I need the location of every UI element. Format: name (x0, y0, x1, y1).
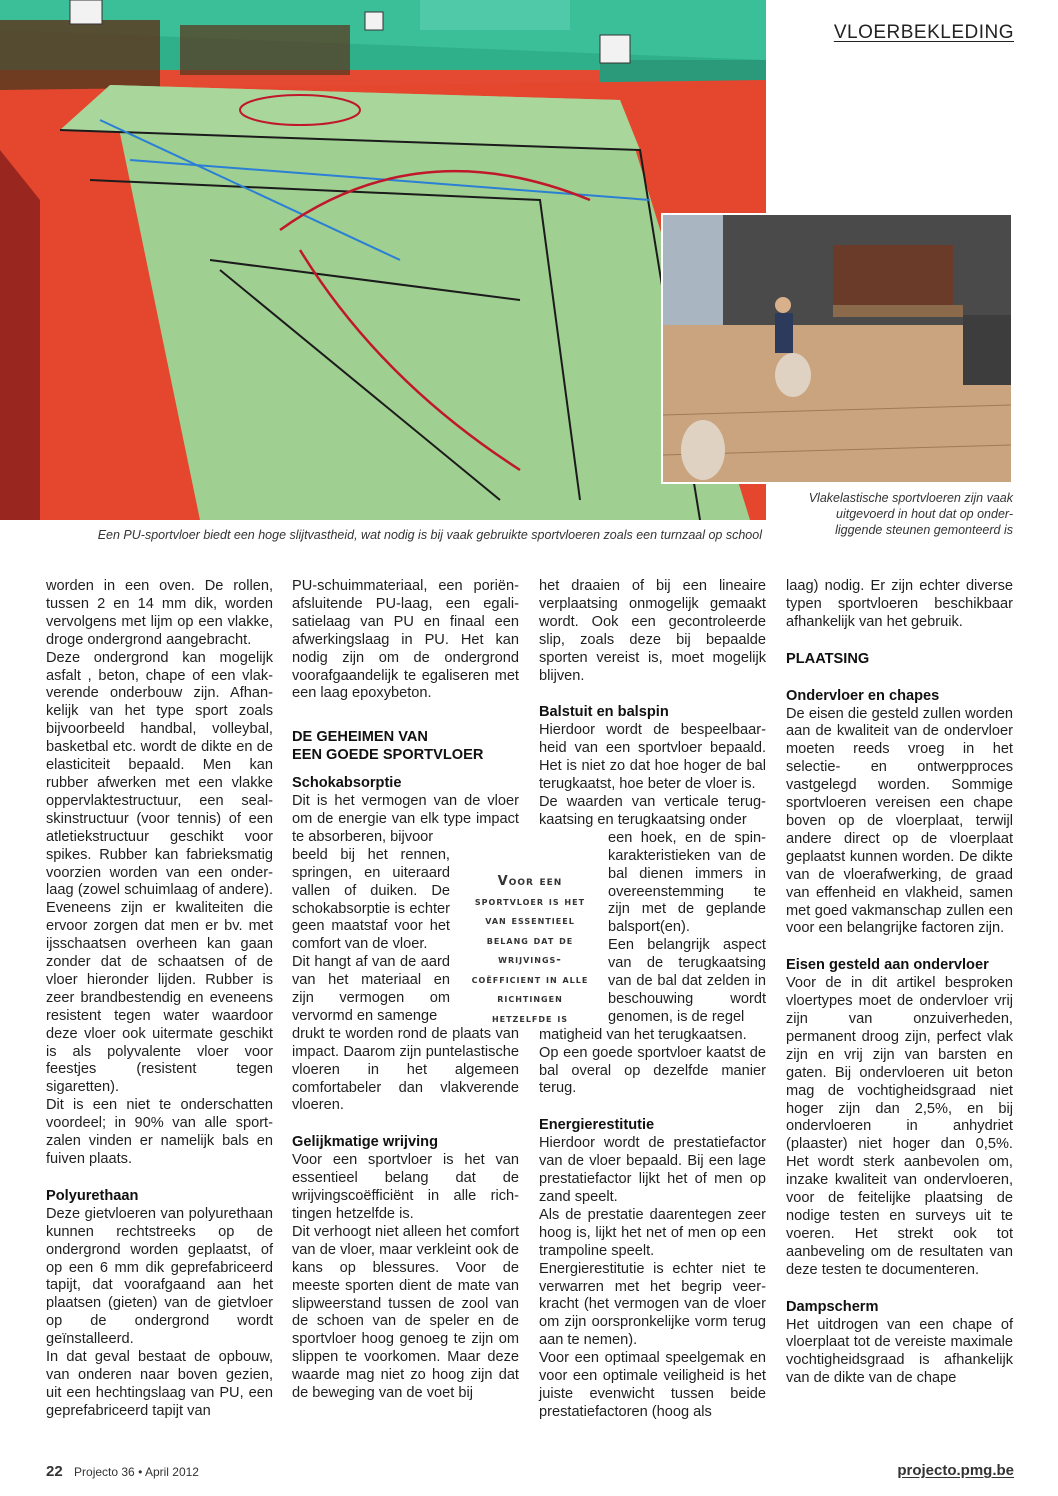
paragraph: drukt te worden rond de plaats van impact. Daarom zijn puntelastische vloeren in het algemeen comfortabeler dan vlakverende vloeren. (292, 1025, 519, 1114)
section-heading-line: DE GEHEIMEN VAN (292, 729, 428, 746)
inset-caption-line: uitgevoerd in hout dat op onder- (836, 507, 1013, 521)
paragraph: Hierdoor wordt de bespeelbaarheid van een sportvloer bepaald. Het is niet zo dat hoe hoger de bal terugkaatst, hoe beter de vloer is. (539, 722, 766, 793)
paragraph: Dit hangt af van de aard van het materiaal en zijn vermogen om vervormd en samenge (292, 954, 450, 1024)
paragraph: Energierestitutie is echter niet te verwarren met het begrip veerkracht (het vermogen van de vloer om zijn oorspronkelijke vorm terug aan te nemen). (539, 1260, 766, 1349)
paragraph: een hoek, en de spinkarakteristieken van de bal dienen immers in overeenstemming te zijn met de geplande balsport(en). (608, 829, 766, 936)
floor-installation-illustration (663, 215, 1011, 482)
subheading-ondervloer: Ondervloer en chapes (786, 687, 940, 704)
paragraph: De eisen die gesteld zullen worden aan de kwaliteit van de ondervloer moeten reeds vroeg in het selectie- en ontwerpproces vastgelegd worden. Sommige sportvloeren vereisen een chape boven op de vloerplaat, terwijl andere direct op de vloerplaat geplaatst kunnen worden. De dikte van de vloerafwerking, de graad van effenheid en vlakheid, samen met goed vakmanschap zullen een voor een belangrijke factoren zijn. (786, 705, 1013, 937)
paragraph: Deze ondergrond kan mogelijk asfalt , beton, chape of een vlakverende onderbouw zijn. Afhankelijk van het type sport zoals bijvoorbeeld handbal, volleybal, basketbal etc. wordt de dikte en de elasticiteit bepaald. Men kan rubber afwerken met een vlakke oppervlaktestructuur, een sealskinstructuur (voor tennis) of een atletiekstructuur geschikt voor spikes. Rubber kan fabrieksmatig voorzien worden van een onderlaag (zowel schuimlaag of andere). Eveneens zijn er kwaliteiten die ervoor zorgen dat men er bv. met ijsschaatsen overheen kan gaan zonder dat de schaatsen of de vloer hieronder lijden. Rubber is zeer brandbestendig en eveneens resistent tegen water waardoor deze vloer ook uitermate geschikt is als polyvalente vloer voor feestjes (resistent tegen sigaretten). (46, 649, 273, 1096)
hero-caption: Een PU-sportvloer biedt een hoge slijtvastheid, wat nodig is bij vaak gebruikte sportvloeren zoals een turnzaal op school (97, 528, 762, 542)
pull-quote-line: belang dat de (486, 933, 574, 947)
pull-quote-line: richtingen (497, 992, 563, 1005)
subheading-energierestitutie: Energierestitutie (539, 1117, 655, 1134)
pull-quote-line: coëfficient in alle (471, 972, 589, 986)
paragraph: laag) nodig. Er zijn echter diverse typen sportvloeren beschikbaar afhankelijk van het gebruik. (786, 578, 1013, 630)
paragraph: Het uitdrogen van een chape of vloerplaat tot de vereiste maximale vochtigheidsgraad is afhankelijk van de dikte van de chape (786, 1316, 1013, 1387)
paragraph: Dit is het vermogen van de vloer om de energie van elk type impact te absorberen, bijvoor (292, 793, 519, 845)
pull-quote-line: Voor een (497, 874, 563, 889)
subheading-balstuit: Balstuit en balspin (539, 704, 669, 721)
paragraph: PU-schuimmateriaal, een poriënafsluitende PU-laag, een egalisatielaag van PU en finaal een afwerkingslaag in PU. Het kan nodig zijn om de ondergrond voorafgaandelijk te egaliseren met een laag epoxybeton. (292, 578, 519, 702)
section-tag: VLOERBEKLEDING (833, 22, 1014, 43)
section-heading-line: EEN GOEDE SPORTVLOER (292, 747, 484, 764)
pull-quote-line: hetzelfde is (491, 1011, 569, 1025)
pull-quote-line: van essentieel (485, 914, 575, 927)
footer-site-link[interactable]: projecto.pmg.be (897, 1462, 1014, 1479)
paragraph: Dit is een niet te onderschatten voordeel; in 90% van alle sportzalen vinden er namelijk bals en fuiven plaats. (46, 1097, 273, 1167)
paragraph: Op een goede sportvloer kaatst de bal overal op dezelfde manier terug. (539, 1044, 766, 1097)
paragraph: In dat geval bestaat de opbouw, van onderen naar boven gezien, uit een hechtingslaag van PU, een geprefabriceerd tapijt van (46, 1349, 273, 1419)
footer-issue (46, 1463, 199, 1480)
inset-caption-line: Vlakelastische sportvloeren zijn vaak (808, 491, 1013, 505)
paragraph: Voor een sportvloer is het van essentieel belang dat de wrijvingscoëfficiënt in alle richtingen hetzelfde is. (292, 1152, 519, 1222)
paragraph: Voor de in dit artikel besproken vloertypes moet de ondervloer vrij zijn van onzuiverheden, permanent droog zijn, perfect vlak zijn en vrij zijn van barsten en gaten. Bij ondervloeren uit beton mag de vochtigheidsgraad niet hoger zijn dan 2,5%, en bij ondervloeren in anhydriet (plaaster) niet hoger dan 0,5%. Het wordt sterk aanbevolen om, inzake kwaliteit van ondervloeren, voor de feitelijke plaatsing de nodige testen en surveys uit te voeren. Het strekt ook tot aanbeveling om de resultaten van deze testen te documenteren. (786, 975, 1013, 1278)
sports-hall-illustration (0, 0, 766, 520)
heading-plaatsing: PLAATSING (786, 650, 870, 667)
paragraph: beeld bij het rennen, springen, en uiteraard vallen of duiken. De schokabsorptie is echter geen maatstaf voor het comfort van de vloer. (292, 846, 450, 953)
subheading-wrijving: Gelijkmatige wrijving (292, 1134, 438, 1151)
inset-caption-line: liggende steunen gemonteerd is (835, 523, 1013, 537)
paragraph: Deze gietvloeren van polyurethaan kunnen rechtstreeks op de ondergrond worden geplaatst, of op een 6 mm dik geprefabriceerd tapijt, dat voorafgaand aan het plaatsen (gieten) van de gietvloer op de ondergrond wordt geïnstalleerd. (46, 1205, 273, 1348)
issue-label: Projecto 36 • April 2012 (74, 1465, 199, 1479)
inset-photo (661, 213, 1013, 484)
column-1 (46, 578, 273, 1421)
subheading-eisen: Eisen gesteld aan ondervloer (786, 957, 989, 974)
paragraph: Voor een optimaal speelgemak en voor een optimale veiligheid is het juiste evenwicht tussen beide prestatiefactoren (hoog als (539, 1350, 766, 1420)
inset-caption (770, 490, 1013, 538)
column-3 (539, 578, 766, 1422)
paragraph: Dit verhoogt niet alleen het comfort van de vloer, maar verkleint ook de kans op blessures. Voor de meeste sporten dient de mate van slipweerstand tussen de zool van de schoen van de speler en de sportvloer hoog genoeg te zijn om slippen te voorkomen. Maar deze waarde mag niet zo hoog zijn dat de beweging van de voet bij (292, 1223, 519, 1402)
subheading-dampscherm: Dampscherm (786, 1298, 879, 1315)
subheading-polyurethaan: Polyurethaan (46, 1187, 139, 1204)
hero-photo (0, 0, 766, 520)
section-heading (292, 729, 519, 765)
column-4 (786, 578, 1013, 1388)
paragraph: matigheid van het terugkaatsen. (539, 1026, 747, 1043)
pull-quote-line: wrijvings- (498, 953, 562, 966)
paragraph: het draaien of bij een lineaire verplaatsing onmogelijk gemaakt wordt. Ook een gecontroleerde slip, zoals deze bij bepaalde sporten vereist is, moet mogelijk blijven. (539, 578, 766, 684)
paragraph: Hierdoor wordt de prestatiefactor van de vloer bepaald. Bij een lage prestatiefactor lijkt het of men op zand speelt. (539, 1135, 766, 1205)
subheading-schokabsorptie: Schokabsorptie (292, 775, 402, 792)
paragraph: Als de prestatie daarentegen zeer hoog is, lijkt het net of men op een trampoline speelt. (539, 1206, 766, 1259)
pull-quote-line: sportvloer is het (474, 894, 586, 908)
page-number: 22 (46, 1463, 63, 1480)
paragraph: worden in een oven. De rollen, tussen 2 en 14 mm dik, worden vervolgens met lijm op een vlakke, droge ondergrond aangebracht. (46, 578, 273, 648)
paragraph: Een belangrijk aspect van de terugkaatsing van de bal dat zelden in beschouwing wordt genomen, is de regel (608, 937, 766, 1025)
paragraph: De waarden van verticale terugkaatsing en terugkaatsing onder (539, 793, 766, 828)
